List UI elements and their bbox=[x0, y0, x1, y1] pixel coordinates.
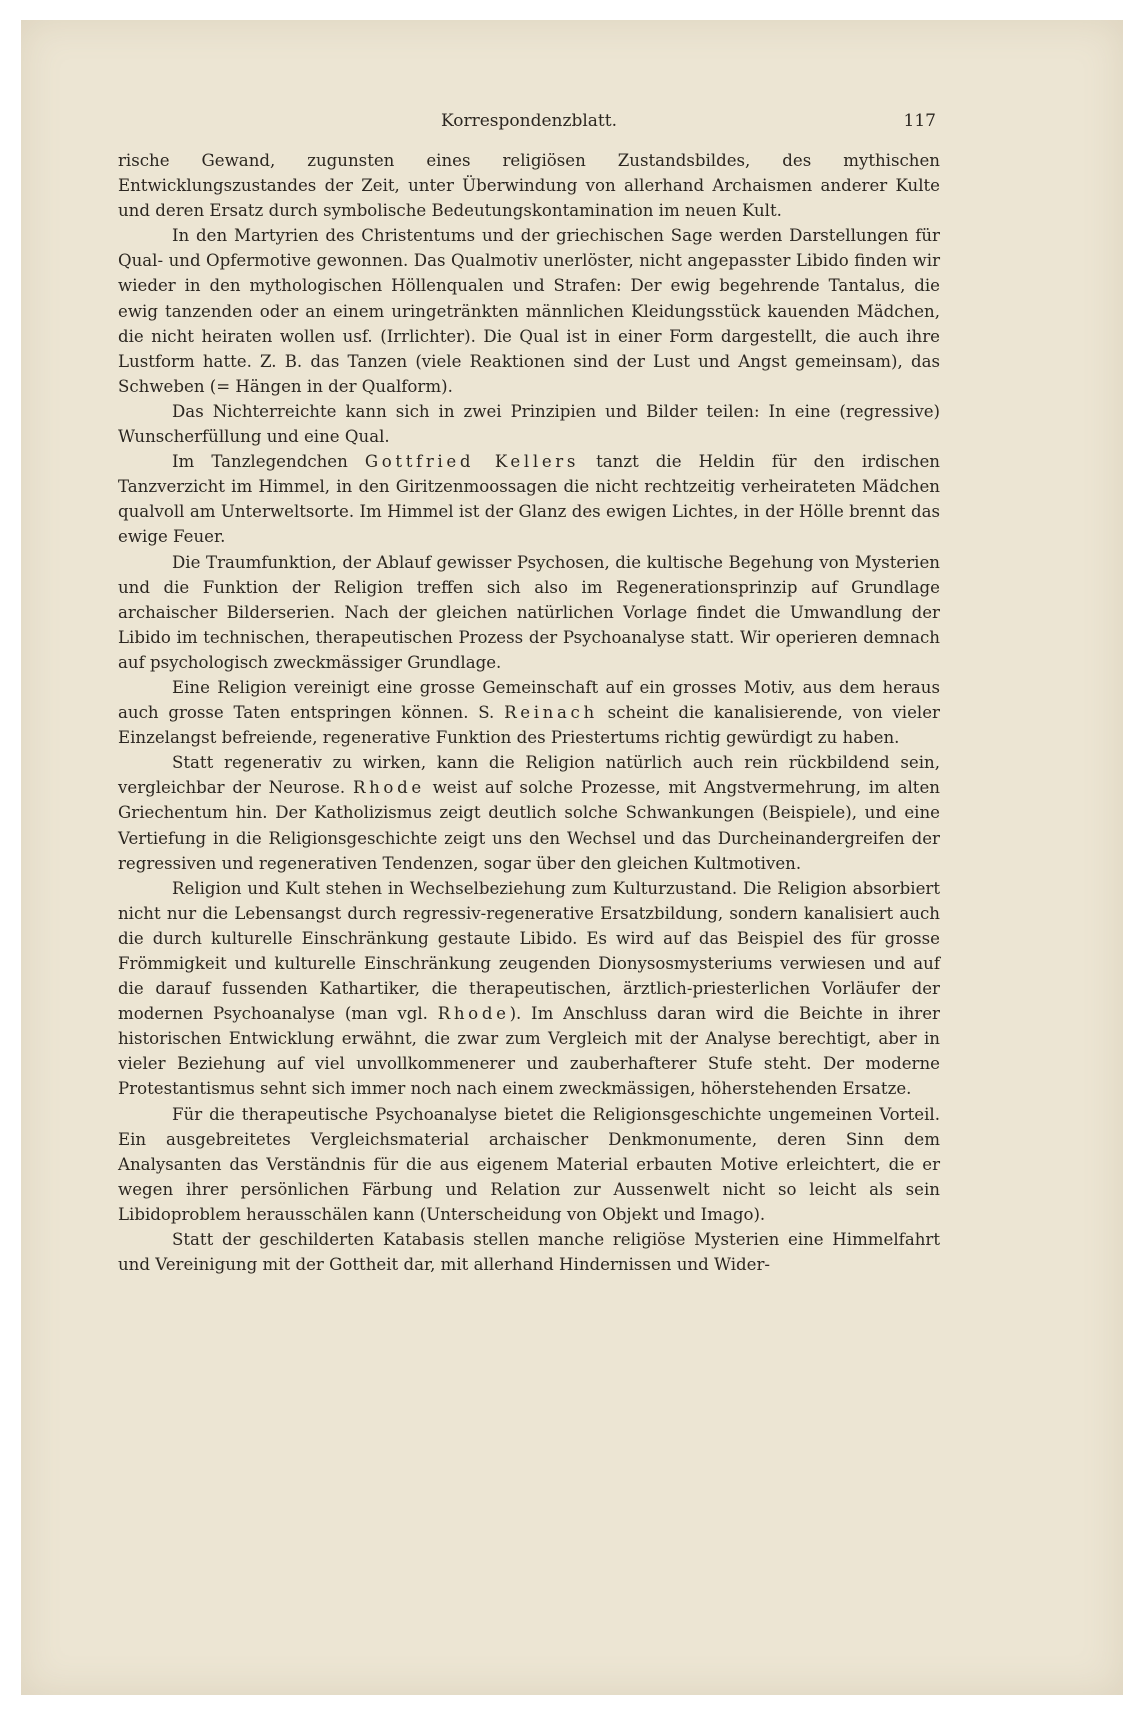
text-run: scheint die kanalisierende, von vieler Einzelangst befreiende, regenerative Funktion des Priestertums richtig gewürdigt zu haben. bbox=[118, 703, 940, 748]
page-number: 117 bbox=[903, 111, 936, 131]
paragraph: Für die therapeutische Psychoanalyse bietet die Religionsgeschichte ungemeinen Vorteil. Ein ausgebreitetes Vergleichsmaterial archaischer Denkmonumente, deren Sinn dem Analysanten das Verständnis für die aus eigenem Material erbauten Motive erleichtert, die er wegen ihrer persönlichen Färbung und Relation zur Aussenwelt nicht so leicht als sein Libidoproblem herausschälen kann (Unterscheidung von Objekt und Imago). bbox=[118, 1104, 940, 1224]
paragraph: rische Gewand, zugunsten eines religiösen Zustandsbildes, des mythischen Entwicklungszustandes der Zeit, unter Überwindung von allerhand Archaismen anderer Kulte und deren Ersatz durch symbolische Bedeutungskontamination im neuen Kult. bbox=[118, 151, 940, 221]
running-header bbox=[118, 108, 940, 148]
text-run: Im Tanzlegendchen bbox=[172, 452, 365, 472]
paragraph: In den Martyrien des Christentums und der griechischen Sage werden Darstellungen für Qual- und Opfermotive gewonnen. Das Qualmotiv unerlöster, nicht angepasster Libido finden wir wieder in den mythologischen Höllenqualen und Strafen: Der ewig begehrende Tantalus, die ewig tanzenden oder an einem uringetränkten männlichen Kleidungsstück kauenden Mädchen, die nicht heiraten wollen usf. (Irrlichter). Die Qual ist in einer Form dargestellt, die auch ihre Lustform hatte. Z. B. das Tanzen (viele Reaktionen sind der Lust und Angst gemeinsam), das Schweben (= Hängen in der Qualform). bbox=[118, 226, 940, 396]
running-title: Korrespondenzblatt. bbox=[441, 111, 617, 131]
paragraph bbox=[118, 675, 940, 750]
paragraph bbox=[118, 449, 940, 549]
paragraph: Das Nichterreichte kann sich in zwei Prinzipien und Bilder teilen: In eine (regressive) Wunscherfüllung und eine Qual. bbox=[118, 401, 940, 447]
text-run: Eine Religion vereinigt eine grosse Gemeinschaft auf ein grosses Motiv, aus dem heraus auch grosse Taten entspringen können. S. bbox=[118, 677, 940, 723]
spaced-author-name: Gottfried Kellers bbox=[364, 452, 580, 472]
text-run: Statt regenerativ zu wirken, kann die Religion natürlich auch rein rückbildend sein, vergleichbar der Neurose. bbox=[118, 753, 940, 798]
text-run: ). Im Anschluss daran wird die Beichte in ihrer historischen Entwicklung erwähnt, die zwar zum Vergleich mit der Analyse berechtigt, aber in vieler Beziehung auf viel unvollkommenerer und zauberhafterer Stufe steht. Der moderne Protestantismus sehnt sich immer noch nach einem zweckmässigen, höherstehenden Ersatze. bbox=[118, 1004, 940, 1099]
spaced-author-name: Reinach bbox=[504, 703, 598, 723]
paragraph bbox=[118, 876, 940, 1102]
paragraph bbox=[118, 750, 940, 875]
document-page bbox=[118, 108, 940, 1277]
text-run: weist auf solche Prozesse, mit Angstvermehrung, im alten Griechentum hin. Der Katholizismus zeigt deutlich solche Schwankungen (Beispiele), und eine Vertiefung in die Religionsgeschichte zeigt uns den Wechsel und das Durcheinandergreifen der regressiven und regenerativen Tendenzen, sogar über den gleichen Kultmotiven. bbox=[118, 778, 940, 873]
text-run: Religion und Kult stehen in Wechselbeziehung zum Kulturzustand. Die Religion absorbiert nicht nur die Lebensangst durch regressiv-regenerative Ersatzbildung, sondern kanalisiert auch die durch kulturelle Einschränkung gestaute Libido. Es wird auf das Beispiel des für grosse Frömmigkeit und kulturelle Einschränkung zeugenden Dionysosmysteriums verwiesen und auf die darauf fussenden Kathartiker, die therapeutischen, ärztlich-priesterlichen Vorläufer der modernen Psychoanalyse (man vgl. bbox=[118, 878, 940, 1024]
spaced-author-name: Rhode bbox=[437, 1004, 510, 1024]
paragraph: Die Traumfunktion, der Ablauf gewisser Psychosen, die kultische Begehung von Mysterien und die Funktion der Religion treffen sich also im Regenerationsprinzip auf Grundlage archaischer Bilderserien. Nach der gleichen natürlichen Vorlage findet die Umwandlung der Libido im technischen, therapeutischen Prozess der Psychoanalyse statt. Wir operieren demnach auf psychologisch zweckmässiger Grundlage. bbox=[118, 552, 940, 672]
paragraph: Statt der geschilderten Katabasis stellen manche religiöse Mysterien eine Himmelfahrt und Vereinigung mit der Gottheit dar, mit allerhand Hindernissen und Wider- bbox=[118, 1230, 940, 1275]
spaced-author-name: Rhode bbox=[352, 778, 425, 798]
text-run: tanzt die Heldin für den irdischen Tanzverzicht im Himmel, in den Giritzenmoossagen die nicht rechtzeitig verheirateten Mädchen qualvoll am Unterweltsorte. Im Himmel ist der Glanz des ewigen Lichtes, in der Hölle brennt das ewige Feuer. bbox=[118, 452, 940, 547]
